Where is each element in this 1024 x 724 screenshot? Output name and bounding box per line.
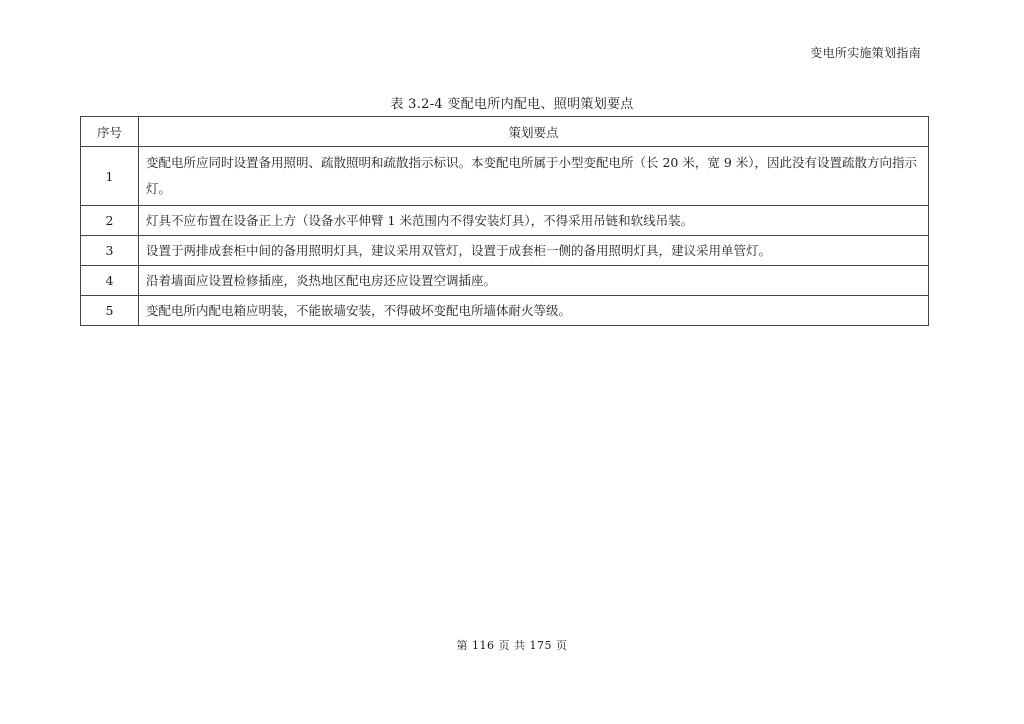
row-point-text: 灯具不应布置在设备正上方（设备水平伸臂 1 米范围内不得安装灯具），不得采用吊链和软线吊装。 bbox=[139, 206, 929, 236]
row-point-text: 变配电所内配电箱应明装，不能嵌墙安装，不得破坏变配电所墙体耐火等级。 bbox=[139, 296, 929, 326]
table-row bbox=[81, 266, 929, 296]
table-row bbox=[81, 147, 929, 206]
table-caption: 表 3.2-4 变配电所内配电、照明策划要点 bbox=[390, 97, 634, 112]
page-number: 第 116 页 共 175 页 bbox=[456, 639, 568, 652]
table-header bbox=[81, 117, 929, 147]
row-point-text: 设置于两排成套柜中间的备用照明灯具，建议采用双管灯，设置于成套柜一侧的备用照明灯具，建议采用单管灯。 bbox=[139, 236, 929, 266]
column-header-points: 策划要点 bbox=[139, 117, 929, 147]
table-row bbox=[81, 296, 929, 326]
table-header-row bbox=[81, 117, 929, 147]
row-point-text: 变配电所应同时设置备用照明、疏散照明和疏散指示标识。本变配电所属于小型变配电所（长 20 米，宽 9 米），因此没有设置疏散方向指示灯。 bbox=[139, 147, 929, 206]
table-row bbox=[81, 236, 929, 266]
table-body bbox=[81, 147, 929, 326]
table-row bbox=[81, 206, 929, 236]
planning-points-table bbox=[80, 116, 929, 326]
running-header: 变电所实施策划指南 bbox=[810, 46, 921, 60]
row-index: 3 bbox=[81, 236, 139, 266]
row-point-text: 沿着墙面应设置检修插座，炎热地区配电房还应设置空调插座。 bbox=[139, 266, 929, 296]
column-header-index: 序号 bbox=[81, 117, 139, 147]
row-index: 5 bbox=[81, 296, 139, 326]
row-index: 1 bbox=[81, 147, 139, 206]
row-index: 2 bbox=[81, 206, 139, 236]
row-index: 4 bbox=[81, 266, 139, 296]
